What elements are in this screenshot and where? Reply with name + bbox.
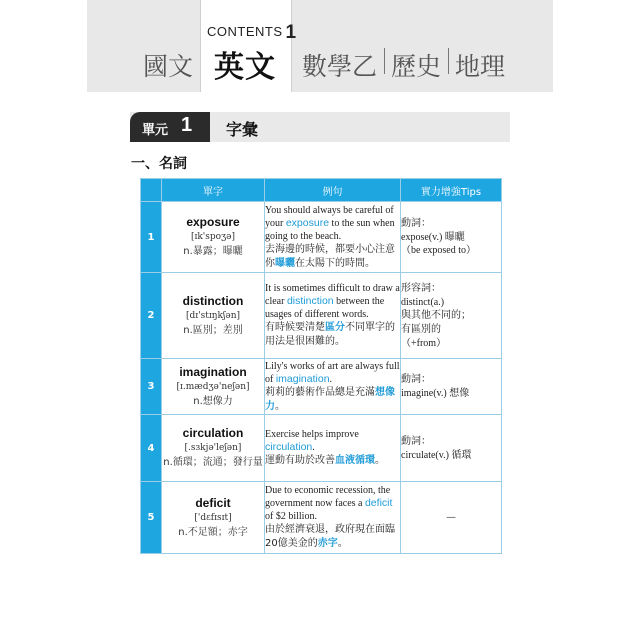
example-cell (265, 202, 401, 273)
vocab-word: circulation (182, 426, 244, 440)
definition: n.循環；流通；發行量 (163, 457, 263, 468)
subject-math: 數學乙 (302, 52, 378, 81)
contents-number: 1 (285, 22, 297, 43)
tip-line: imagine(v.) 想像 (401, 388, 470, 399)
highlight-word: imagination (275, 372, 330, 385)
word-cell (162, 482, 265, 554)
subject-history: 歷史 (391, 52, 442, 81)
highlight-chinese: 曝曬 (275, 257, 295, 269)
example-english: Due to economic recession, the government now faces a deficit of $2 billion. (265, 485, 393, 522)
contents-label (207, 22, 297, 44)
tips-cell (401, 202, 502, 273)
tip-line: circulate(v.) 循環 (401, 449, 472, 461)
example-chinese: 有時候要清楚區分不同單字的用法是很困難的。 (265, 322, 395, 347)
unit-label: 單元 (142, 123, 169, 138)
table-row (141, 482, 502, 554)
highlight-chinese: 想像力 (265, 386, 395, 412)
vocab-word: imagination (179, 364, 247, 379)
example-english: You should always be careful of your exposure to the sun when going to the beach. (265, 204, 395, 242)
header-word: 單字 (162, 179, 265, 202)
phonetic: [ɪ.mædʒə'neʃən] (176, 381, 250, 392)
tips-cell (401, 273, 502, 359)
tip-line: 動詞： (401, 435, 431, 447)
tip-line: 與其他不同的； (401, 309, 471, 321)
table-row (141, 415, 502, 482)
tips-cell (401, 415, 502, 482)
definition: n.不足額；赤字 (178, 526, 248, 538)
example-chinese: 運動有助於改善血液循環。 (265, 455, 385, 466)
highlight-word: circulation (265, 441, 313, 453)
phonetic: [.sɜkjə'leʃən] (184, 443, 242, 453)
row-number: 3 (141, 359, 162, 415)
phonetic: [dɪ'stɪŋkʃən] (185, 310, 241, 321)
table-row (141, 359, 502, 415)
example-english: Lily's works of art are always full of imagination. (265, 360, 400, 385)
unit-number: 1 (181, 114, 193, 136)
example-english: It is sometimes difficult to draw a clear distinction between the usages of different words. (265, 283, 400, 320)
vocab-word: exposure (186, 215, 240, 229)
header-example: 例句 (265, 179, 401, 202)
vocabulary-table (140, 178, 502, 554)
word-cell (162, 273, 265, 359)
highlight-chinese: 赤字 (317, 538, 338, 549)
header-tips: 實力增強Tips (401, 179, 502, 202)
tip-line: expose(v.) 曝曬 (401, 232, 465, 243)
active-subject: 英文 (214, 50, 276, 85)
contents-text: CONTENTS (207, 24, 283, 39)
example-cell (265, 359, 401, 415)
unit-tag (130, 112, 210, 142)
header-blank (141, 179, 162, 202)
tip-line: 形容詞： (401, 282, 441, 294)
example-cell (265, 415, 401, 482)
highlight-chinese: 血液循環 (335, 455, 375, 466)
example-english: Exercise helps improve circulation. (265, 429, 359, 453)
tip-dash: — (446, 512, 456, 523)
word-cell (162, 202, 265, 273)
tip-line: 有區別的 (401, 323, 441, 335)
definition: n.區別；差別 (183, 324, 243, 336)
table-row (141, 202, 502, 273)
tip-line: distinct(a.) (401, 296, 445, 308)
row-number: 5 (141, 482, 162, 554)
tip-line: 動詞： (401, 374, 431, 385)
section-title: 字彙 (226, 120, 259, 139)
example-chinese: 由於經濟衰退，政府現在面臨20億美金的赤字。 (265, 524, 395, 549)
table-row (141, 273, 502, 359)
subject-geography: 地理 (455, 52, 506, 81)
example-cell (265, 273, 401, 359)
definition: n.想像力 (193, 395, 233, 407)
tip-line: （be exposed to） (401, 245, 476, 256)
phonetic: ['dɛfɪsɪt] (194, 512, 232, 523)
subject-divider (384, 48, 385, 74)
tip-line: （+from） (401, 337, 447, 349)
subject-divider (448, 48, 449, 74)
word-cell (162, 415, 265, 482)
phonetic: [ɪk'spoʒə] (190, 232, 236, 242)
table-header-row (141, 179, 502, 202)
highlight-chinese: 區分 (325, 322, 345, 333)
highlight-word: deficit (364, 497, 393, 509)
vocab-word: distinction (182, 293, 244, 308)
definition: n.暴露；曝曬 (183, 246, 243, 257)
tips-cell (401, 359, 502, 415)
tip-line: 動詞： (401, 218, 431, 229)
row-number: 1 (141, 202, 162, 273)
example-chinese: 去海邊的時候，都要小心注意你曝曬在太陽下的時間。 (265, 243, 395, 269)
row-number: 4 (141, 415, 162, 482)
vocab-word: deficit (195, 495, 231, 510)
example-chinese: 莉莉的藝術作品總是充滿想像力。 (265, 386, 395, 412)
tips-cell (401, 482, 502, 554)
subject-chinese: 國文 (143, 52, 194, 81)
subsection-heading: 一、名詞 (131, 156, 187, 172)
word-cell (162, 359, 265, 415)
highlight-word: exposure (285, 216, 330, 229)
highlight-word: distinction (286, 295, 334, 307)
example-cell (265, 482, 401, 554)
row-number: 2 (141, 273, 162, 359)
